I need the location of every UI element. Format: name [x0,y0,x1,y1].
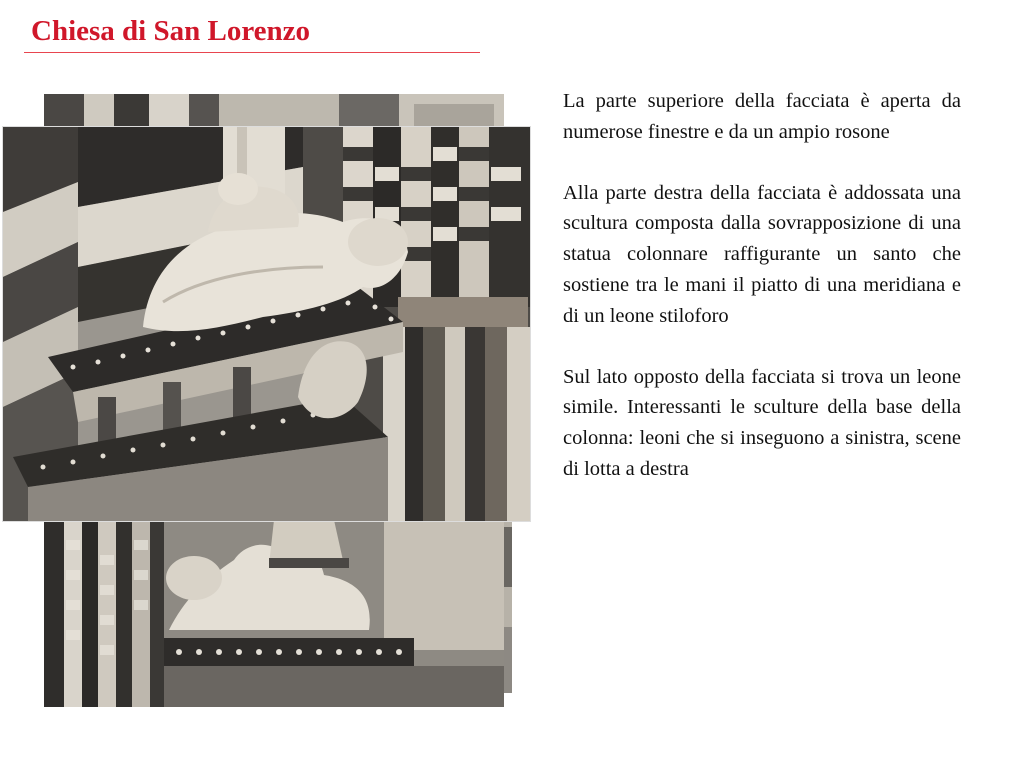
slide-title: Chiesa di San Lorenzo [31,15,311,47]
title-underline [24,52,480,53]
paragraph-rosone: La parte superiore della facciata è aperta da numerose finestre e da un ampio rosone [563,90,961,143]
description-text [563,86,961,515]
lion-stiloforo-photo [3,127,530,521]
lion-sculpture-photo-left [44,520,504,707]
paragraph-scultura-destra: Alla parte destra della facciata è addossata una scultura composta dalla sovrapposizione di una statua colonnare raffigurante un santo che sostiene tra le mani il piatto di una meridiana e di un leone stiloforo [563,181,961,327]
paragraph-lato-opposto: Sul lato opposto della facciata si trova un leone simile. Interessanti le sculture della base della colonna: leoni che si inseguono a sinistra, scene di lotta a destra [563,365,961,480]
